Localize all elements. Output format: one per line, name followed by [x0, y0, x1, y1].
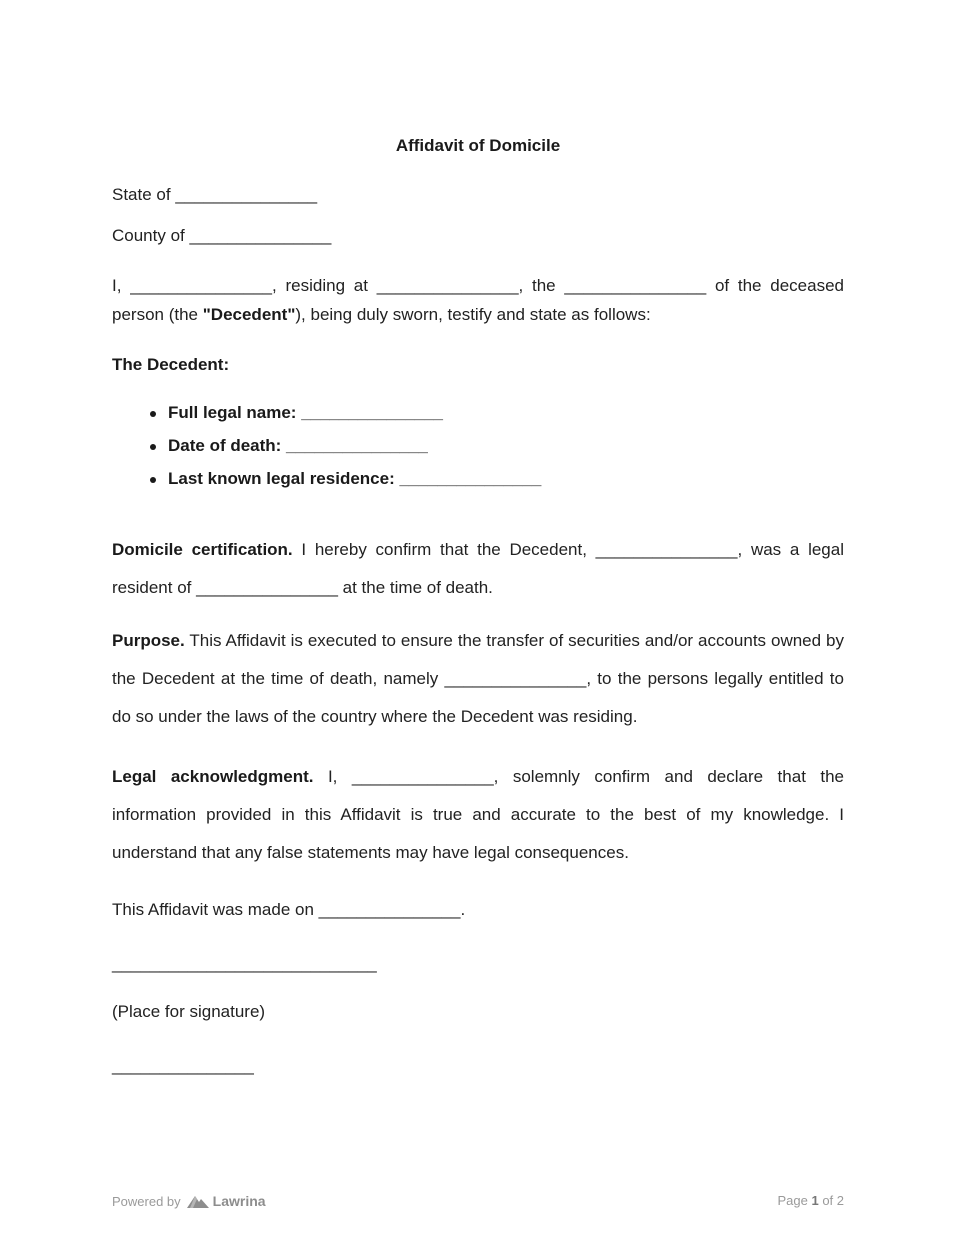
decedent-heading: The Decedent:	[112, 355, 230, 374]
intro-text-1: I, _______________, residing at _______________, the _______________ of the deceased person (the	[112, 276, 844, 324]
page-label: Page	[777, 1193, 808, 1208]
decedent-fields-list	[112, 400, 541, 499]
acknowledgment-text: I, _______________, solemnly confirm and declare that the information provided in this Affidavit is true and accurate to the best of my knowledge. I understand that any false statements may have legal consequences.	[112, 767, 844, 862]
acknowledgment-paragraph	[112, 758, 844, 872]
powered-by-label: Powered by	[112, 1193, 181, 1209]
brand-name: Lawrina	[212, 1193, 266, 1209]
domicile-label: Domicile certification.	[112, 540, 293, 559]
made-on-line: This Affidavit was made on _______________.	[112, 900, 466, 919]
brand	[187, 1193, 266, 1209]
page-total: of 2	[822, 1193, 844, 1208]
purpose-paragraph	[112, 622, 844, 736]
state-line: State of _______________	[112, 185, 318, 204]
lawrina-logo-icon	[187, 1194, 209, 1208]
domicile-text: I hereby confirm that the Decedent, _______________, was a legal resident of _______________ at the time of death.	[112, 540, 844, 597]
document-page	[112, 0, 844, 1238]
current-page: 1	[811, 1193, 819, 1208]
intro-text-2: ), being duly sworn, testify and state as follows:	[295, 305, 651, 324]
signature-caption: (Place for signature)	[112, 1002, 266, 1021]
purpose-text: This Affidavit is executed to ensure the transfer of securities and/or accounts owned by the Decedent at the time of death, namely _______________, to the persons legally entitled to do so under the laws of the country where the Decedent was residing.	[112, 631, 844, 726]
decedent-term: "Decedent"	[202, 305, 296, 324]
acknowledgment-label: Legal acknowledgment.	[112, 767, 314, 786]
date-line: _______________	[112, 1056, 254, 1075]
document-title: Affidavit of Domicile	[395, 136, 561, 155]
field-last-residence: Last known legal residence: _______________	[168, 466, 541, 499]
powered-by	[112, 1193, 266, 1209]
purpose-label: Purpose.	[112, 631, 185, 650]
field-full-legal-name: Full legal name: _______________	[168, 400, 541, 433]
page-indicator	[777, 1193, 844, 1208]
signature-line: ____________________________	[112, 954, 377, 973]
county-line: County of _______________	[112, 226, 332, 245]
intro-paragraph	[112, 271, 844, 329]
domicile-paragraph	[112, 531, 844, 607]
field-date-of-death: Date of death: _______________	[168, 433, 541, 466]
